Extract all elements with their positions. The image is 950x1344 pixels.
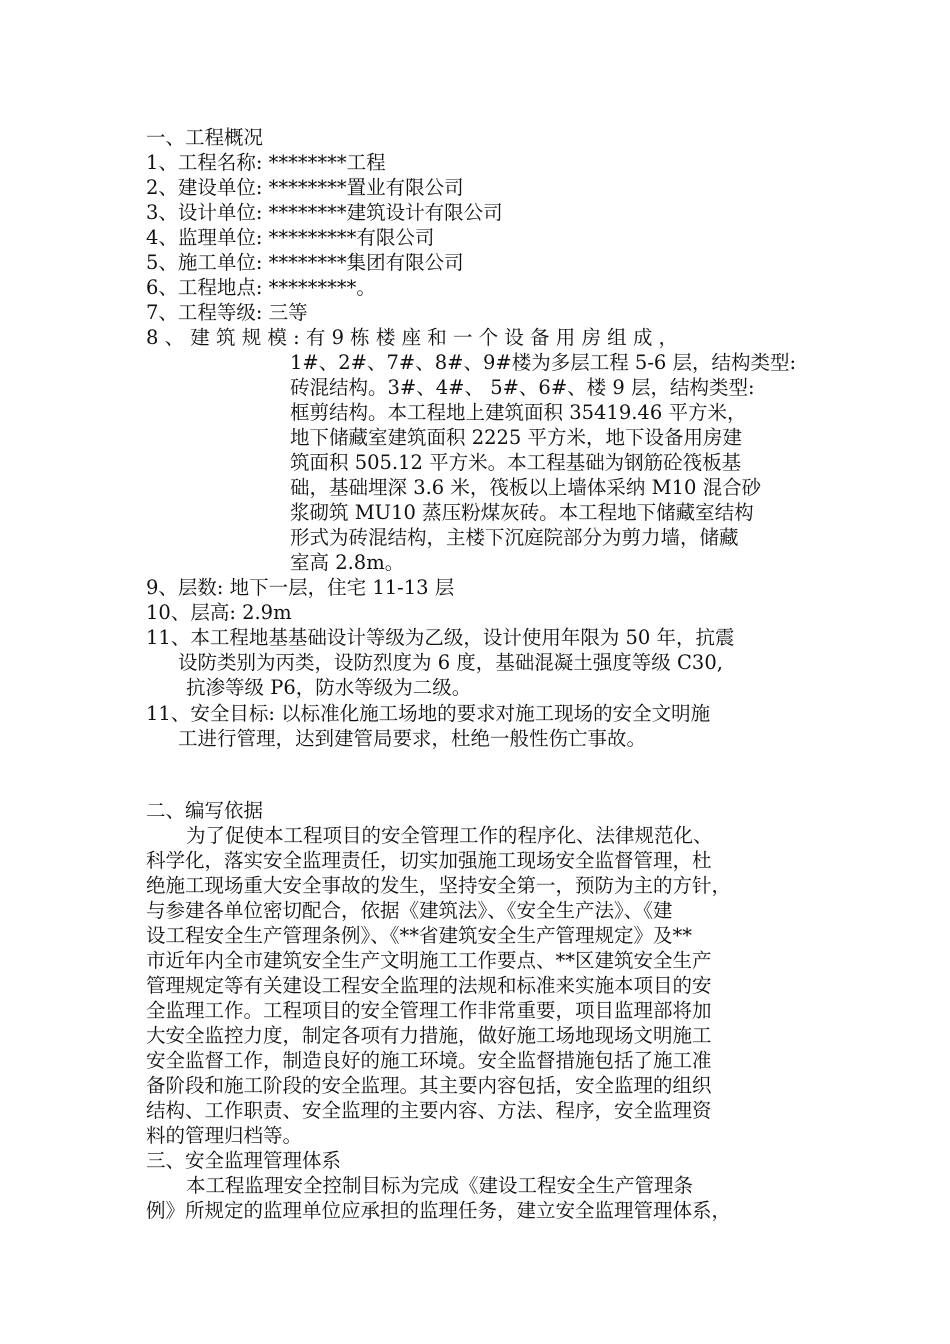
scale-text-line: 地下储藏室建筑面积 2225 平方米，地下设备用房建	[290, 426, 743, 449]
paragraph-line: 本工程监理安全控制目标为完成《建设工程安全生产管理条	[186, 1174, 694, 1197]
foundation-line: 抗渗等级 P6，防水等级为二级。	[186, 676, 472, 699]
paragraph-line: 科学化，落实安全监理责任，切实加强施工现场安全监督管理，杜	[146, 849, 712, 872]
safety-goal-line: 工进行管理，达到建管局要求，杜绝一般性伤亡事故。	[178, 727, 647, 750]
floor-height-line: 10、层高: 2.9m	[146, 601, 292, 624]
grade-line: 7、工程等级: 三等	[146, 301, 308, 324]
paragraph-line: 绝施工现场重大安全事故的发生，坚持安全第一，预防为主的方针，	[146, 874, 732, 897]
paragraph-line: 结构、工作职责、安全监理的主要内容、方法、程序，安全监理资	[146, 1099, 712, 1122]
paragraph-line: 料的管理归档等。	[146, 1124, 303, 1147]
foundation-line: 设防类别为丙类，设防烈度为 6 度，基础混凝土强度等级 C30,	[178, 651, 723, 674]
section-heading: 一、工程概况	[146, 126, 264, 149]
scale-text-line: 筑面积 505.12 平方米。本工程基础为钢筋砼筏板基	[290, 451, 742, 474]
scale-text-line: 1#、2#、7#、8#、9#楼为多层工程 5-6 层，结构类型:	[290, 351, 797, 374]
location-line: 6、工程地点: *********。	[146, 276, 376, 299]
section-heading: 二、编写依据	[146, 799, 264, 822]
paragraph-line: 例》所规定的监理单位应承担的监理任务，建立安全监理管理体系，	[146, 1199, 732, 1222]
project-name-line: 1、工程名称: ********工程	[146, 151, 386, 174]
contractor-line: 5、施工单位: ********集团有限公司	[146, 251, 464, 274]
scale-label-line: 8 、 建 筑 规 模 : 有 9 栋 楼 座 和 一 个 设 备 用 房 组 成 ，	[146, 326, 679, 349]
foundation-line: 11、本工程地基基础设计等级为乙级，设计使用年限为 50 年，抗震	[146, 626, 735, 649]
paragraph-line: 安全监督工作，制造良好的施工环境。安全监督措施包括了施工准	[146, 1049, 712, 1072]
section-heading: 三、安全监理管理体系	[146, 1149, 342, 1172]
scale-text-line: 浆砌筑 MU10 蒸压粉煤灰砖。本工程地下储藏室结构	[290, 501, 754, 524]
scale-text-line: 室高 2.8m。	[290, 551, 405, 574]
paragraph-line: 市近年内全市建筑安全生产文明施工工作要点、**区建筑安全生产	[146, 949, 712, 972]
scale-text-line: 形式为砖混结构，主楼下沉庭院部分为剪力墙，储藏	[290, 526, 739, 549]
supervisor-line: 4、监理单位: *********有限公司	[146, 226, 435, 249]
owner-line: 2、建设单位: ********置业有限公司	[146, 176, 464, 199]
scale-text-line: 框剪结构。本工程地上建筑面积 35419.46 平方米，	[290, 401, 747, 424]
paragraph-line: 大安全监控力度，制定各项有力措施，做好施工场地现场文明施工	[146, 1024, 712, 1047]
paragraph-line: 设工程安全生产管理条例》、《**省建筑安全生产管理规定》及**	[146, 924, 693, 947]
paragraph-line: 为了促使本工程项目的安全管理工作的程序化、法律规范化、	[186, 824, 713, 847]
floors-line: 9、层数: 地下一层，住宅 11-13 层	[146, 576, 455, 599]
paragraph-line: 全监理工作。工程项目的安全管理工作非常重要，项目监理部将加	[146, 999, 712, 1022]
paragraph-line: 管理规定等有关建设工程安全监理的法规和标准来实施本项目的安	[146, 974, 712, 997]
designer-line: 3、设计单位: ********建筑设计有限公司	[146, 201, 503, 224]
scale-text-line: 础，基础埋深 3.6 米，筏板以上墙体采纳 M10 混合砂	[290, 476, 762, 499]
paragraph-line: 与参建各单位密切配合，依据《建筑法》、《安全生产法》、《建	[146, 899, 673, 922]
scale-text-line: 砖混结构。3#、4#、 5#、6#、楼 9 层，结构类型:	[290, 376, 755, 399]
paragraph-line: 备阶段和施工阶段的安全监理。其主要内容包括，安全监理的组织	[146, 1074, 712, 1097]
safety-goal-line: 11、安全目标: 以标准化施工场地的要求对施工现场的安全文明施	[146, 702, 711, 725]
